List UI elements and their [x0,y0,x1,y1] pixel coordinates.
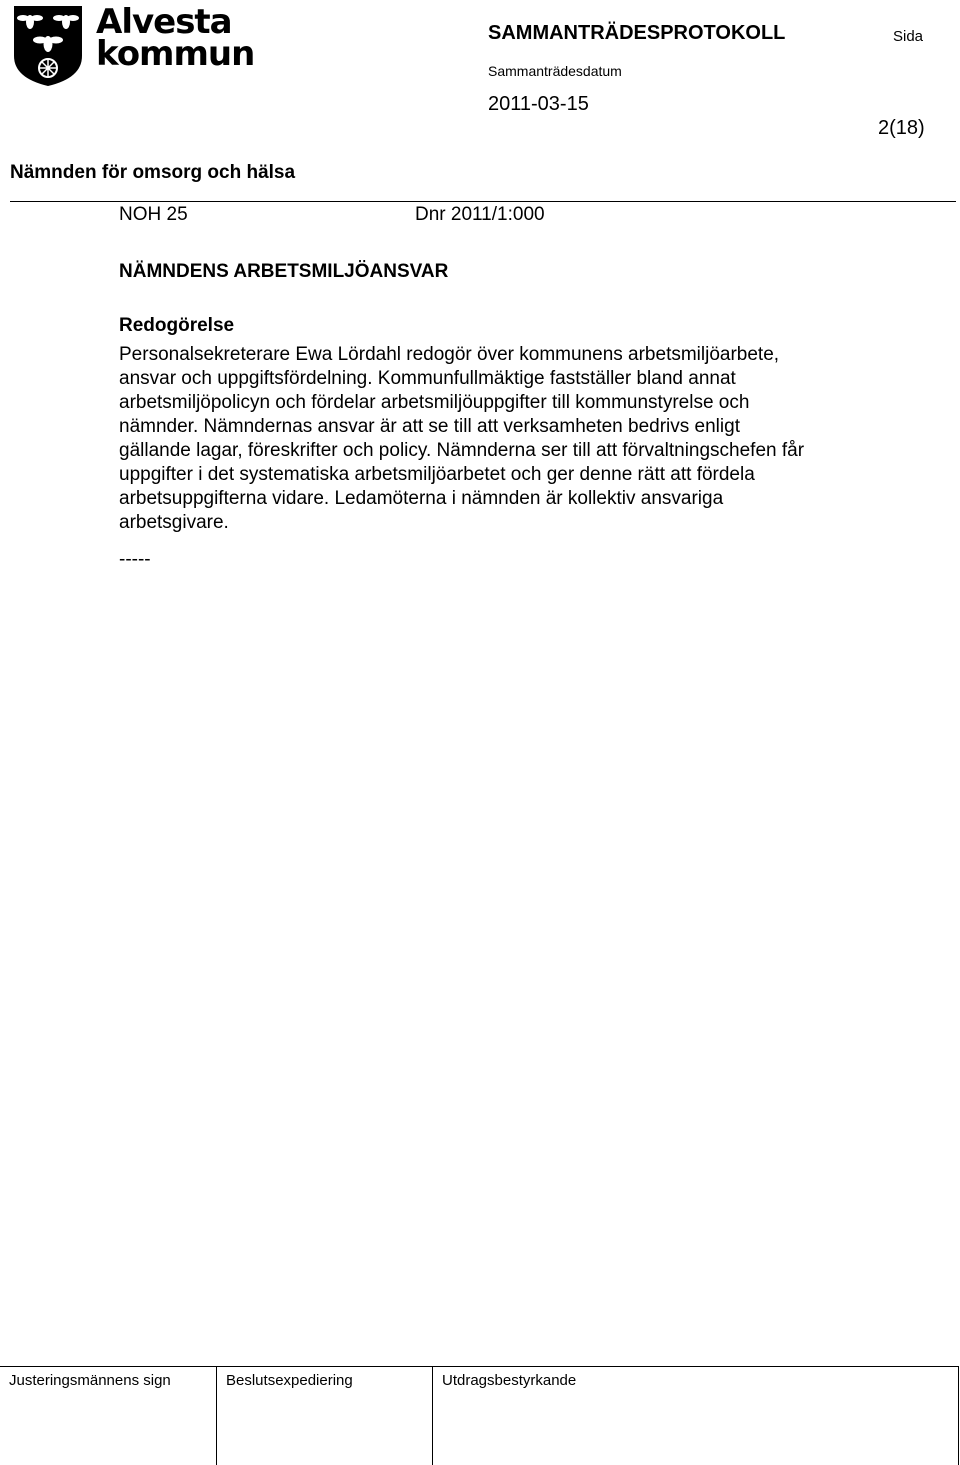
committee-name: Nämnden för omsorg och hälsa [10,162,296,183]
section-subheading: Redogörelse [119,315,235,336]
meeting-date-value: 2011-03-15 [488,93,589,115]
paragraph-line: Personalsekreterare Ewa Lördahl redogör över kommunens arbetsmiljöarbete, [119,344,780,365]
paragraph-line: nämnder. Nämndernas ansvar är att se till att verksamheten bedrivs enligt [119,416,740,437]
page-number: 2(18) [878,117,925,139]
municipality-logo [10,2,255,88]
paragraph-line: ansvar och uppgiftsfördelning. Kommunfullmäktige fastställer bland annat [119,368,736,389]
coat-of-arms-bees-icon [10,4,86,88]
signature-footer [0,1366,959,1465]
meeting-date-label: Sammanträdesdatum [488,63,622,79]
header-divider [10,201,956,202]
paragraph-line: arbetsgivare. [119,512,229,533]
footer-cell-extract-certification [432,1367,959,1465]
logo-line-1: Alvesta [96,2,232,42]
footer-label-adjusters-sign: Justeringsmännens sign [9,1372,171,1389]
footer-cell-adjusters-sign [0,1367,216,1465]
paragraph-line: uppgifter i det systematiska arbetsmiljöarbetet och ger denne rätt att fördela [119,464,755,485]
footer-cell-dispatch [216,1367,433,1465]
footer-label-dispatch: Beslutsexpediering [226,1372,353,1389]
paragraph-line: gällande lagar, föreskrifter och policy. Nämnderna ser till att förvaltningschefen får [119,440,805,461]
page-label: Sida [893,28,924,45]
paragraph-line: arbetsuppgifterna vidare. Ledamöterna i nämnden är kollektiv ansvariga [119,488,724,509]
case-number: NOH 25 [119,204,188,225]
report-paragraph [119,343,889,535]
diary-number: Dnr 2011/1:000 [415,204,545,225]
section-title: NÄMNDENS ARBETSMILJÖANSVAR [119,261,449,282]
document-title: SAMMANTRÄDESPROTOKOLL [488,22,786,44]
logo-wordmark [96,2,255,74]
paragraph-line: arbetsmiljöpolicyn och fördelar arbetsmiljöuppgifter till kommunstyrelse och [119,392,750,413]
footer-label-extract-certification: Utdragsbestyrkande [442,1372,577,1389]
logo-line-2: kommun [96,34,255,74]
section-end-marker: ----- [119,549,151,570]
